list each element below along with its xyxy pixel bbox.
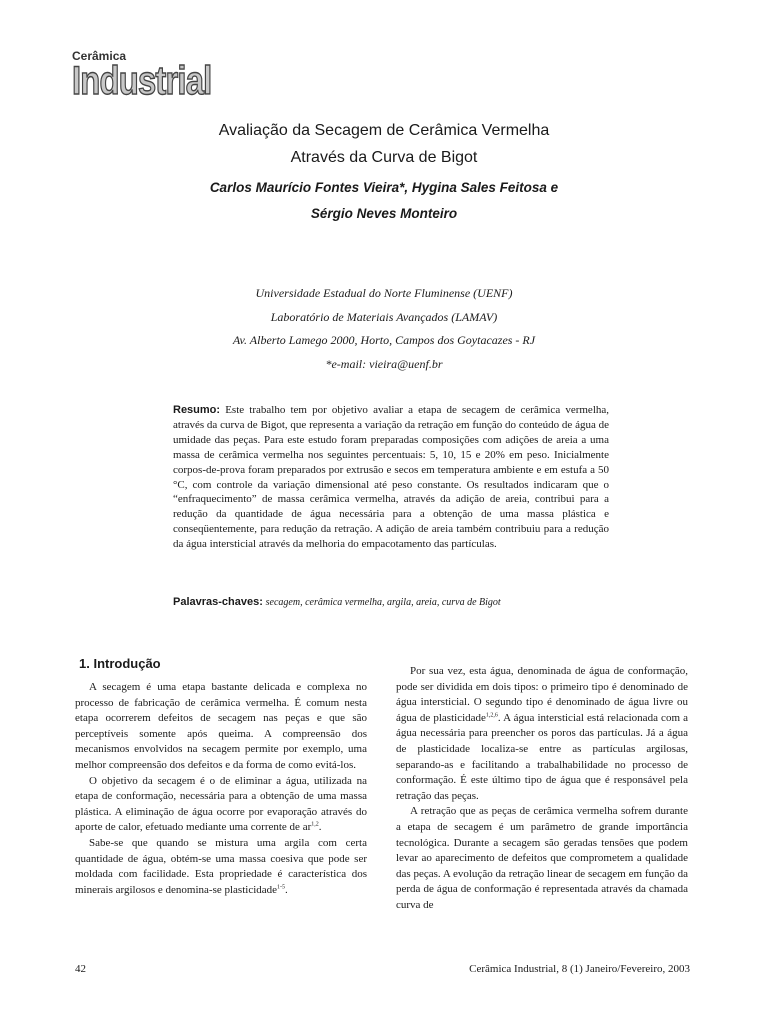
authors-line1: Carlos Maurício Fontes Vieira*, Hygina Sales Feitosa e [209, 180, 559, 195]
journal-logo-big: Industrial [72, 59, 212, 103]
right-column [396, 664, 688, 914]
paragraph: Por sua vez, esta água, denominada de água de conformação, pode ser dividida em dois tipos: o primeiro tipo é denominado de água intersticial. O segundo tipo é denominado de água livre ou água de plasticidade$^{1,2,6}$. A água intersticial está relacionada com a água necessária para preencher os poros das partículas. Já a água de plasticidade localiza-se entre as partículas argilosas, separando-as e facilitando a trabalhabilidade no processo de conformação. É este último tipo de água que é responsável pela retração das peças. [396, 665, 688, 802]
abstract-text: Este trabalho tem por objetivo avaliar a etapa de secagem de cerâmica vermelha, através da curva de Bigot, que representa a variação da retração em função do conteúdo de água de umidade das peças. Para este estudo foram preparadas composições com adições de areia a uma massa de cerâmica vermelha nos seguintes percentuais: 5, 10, 15 e 20% em peso. Inicialmente corpos-de-prova foram preparados por extrusão e secos em temperatura ambiente e em estufa a 50 °C, com controle da variação dimensional até peso constante. Os resultados indicaram que o “enfraquecimento” de massa cerâmica vermelha, através da adição de areia, contribui para a redução da quantidade de água necessária para a obtenção de uma massa plástica e conseqüentemente, para redução da retração. A adição de areia também contribuiu para a redução da água intersticial através da melhoria do empacotamento das partículas. [173, 404, 610, 551]
affiliation-address: Av. Alberto Lamego 2000, Horto, Campos dos Goytacazes - RJ [232, 333, 536, 347]
citation-ref: 1,2 [311, 821, 319, 828]
journal-logo [72, 49, 242, 103]
affiliation-email: *e-mail: vieira@uenf.br [325, 356, 443, 371]
keywords-label: Palavras-chaves: [173, 596, 263, 608]
page-number: 42 [75, 963, 86, 975]
section-heading: 1. Introdução [79, 656, 161, 671]
paragraph: O objetivo da secagem é o de eliminar a água, utilizada na etapa de conformação, necessária para a obtenção de uma massa plástica. A eliminação de água ocorre por evaporação através do aporte de calor, efetuado mediante uma corrente de ar$^{1,2}$. [75, 774, 367, 834]
paper-title [0, 117, 768, 171]
abstract [173, 403, 609, 552]
keywords-text: secagem, cerâmica vermelha, argila, areia, curva de Bigot [265, 597, 501, 608]
abstract-label: Resumo: [173, 404, 221, 416]
affiliation [0, 282, 768, 376]
authors [0, 175, 768, 227]
citation-ref: 1,2,6 [485, 712, 498, 719]
paper-title-line2: Através da Curva de Bigot [290, 149, 478, 166]
affiliation-university: Universidade Estadual do Norte Fluminense (UENF) [255, 286, 513, 300]
paragraph: A secagem é uma etapa bastante delicada e complexa no processo de fabricação de cerâmica vermelha. É comum nesta etapa ocorrerem defeitos de secagem nas peças e que são perceptíveis somente após queima. A compreensão dos mecanismos envolvidos na secagem permite por exemplo, uma melhor compreensão dos defeitos e da forma de como evitá-los. [75, 681, 367, 771]
paper-title-line1: Avaliação da Secagem de Cerâmica Vermelha [218, 122, 550, 139]
left-column [75, 680, 367, 898]
citation-ref: 1-5 [277, 884, 286, 891]
authors-line2: Sérgio Neves Monteiro [310, 206, 458, 221]
keywords [173, 596, 501, 608]
journal-citation: Cerâmica Industrial, 8 (1) Janeiro/Fevereiro, 2003 [469, 963, 690, 975]
journal-logo-small: Cerâmica [72, 49, 127, 63]
paragraph: A retração que as peças de cerâmica vermelha sofrem durante a etapa de secagem é um parâmetro de grande importância tecnológica. Durante a secagem são geradas tensões que podem levar ao aparecimento de defeitos que comprometem a qualidade das peças. A evolução da retração linear de secagem em função da perda de água de conformação é representada através da chamada curva de [396, 805, 688, 911]
affiliation-lab: Laboratório de Materiais Avançados (LAMAV) [270, 309, 498, 324]
paragraph: Sabe-se que quando se mistura uma argila com certa quantidade de água, obtém-se uma massa coesiva que pode ser moldada com facilidade. Esta propriedade é característica dos minerais argilosos e denomina-se plasticidade$^{1-5}$. [75, 836, 367, 896]
